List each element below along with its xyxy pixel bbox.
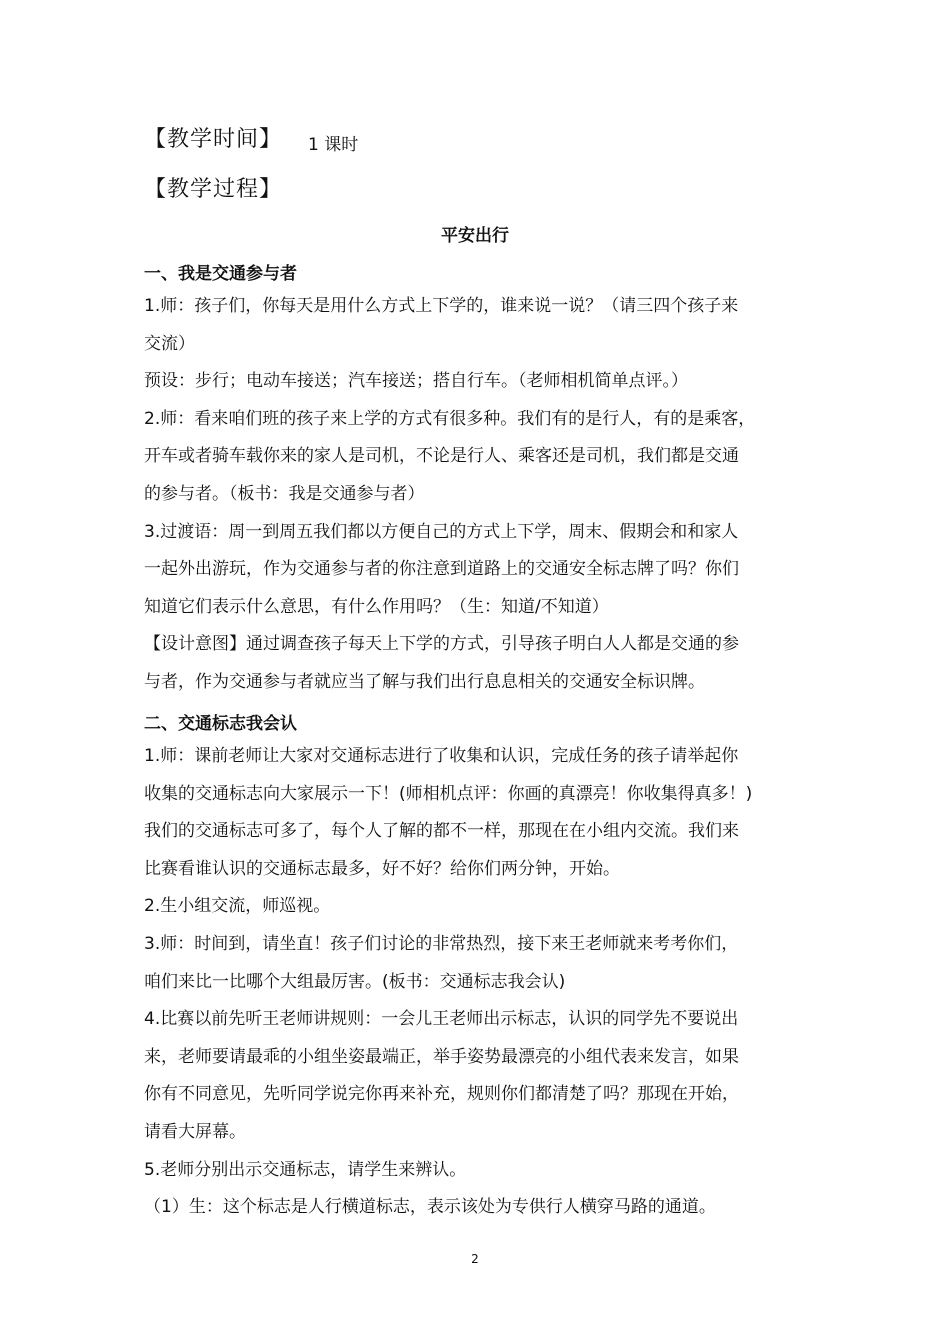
section-body-2 [144, 738, 810, 1227]
paragraph-line: 知道它们表示什么意思，有什么作用吗？（生：知道/不知道） [144, 596, 609, 617]
paragraph-line: 咱们来比一比哪个大组最厉害。(板书：交通标志我会认) [144, 971, 566, 992]
section-heading-1: 一、我是交通参与者 [144, 264, 297, 284]
paragraph-line: 来，老师要请最乖的小组坐姿最端正，举手姿势最漂亮的小组代表来发言，如果 [144, 1046, 739, 1067]
paragraph-line: 【设计意图】通过调查孩子每天上下学的方式，引导孩子明白人人都是交通的参 [144, 634, 739, 655]
paragraph-line: 一起外出游玩，作为交通参与者的你注意到道路上的交通安全标志牌了吗？你们 [144, 559, 739, 580]
section-heading-2: 二、交通标志我会认 [144, 714, 297, 734]
lesson-title: 平安出行 [441, 226, 509, 246]
paragraph-line: 交流） [144, 333, 195, 354]
paragraph-line: 开车或者骑车载你来的家人是司机，不论是行人、乘客还是司机，我们都是交通 [144, 446, 739, 467]
paragraph-line: 的参与者。（板书：我是交通参与者） [144, 483, 425, 504]
paragraph-line: 你有不同意见，先听同学说完你再来补充，规则你们都清楚了吗？那现在开始， [144, 1084, 739, 1105]
paragraph-line: 我们的交通标志可多了，每个人了解的都不一样，那现在在小组内交流。我们来 [144, 821, 739, 842]
paragraph-line: 3.过渡语：周一到周五我们都以方便自己的方式上下学，周末、假期会和和家人 [144, 521, 739, 542]
paragraph-line: 与者，作为交通参与者就应当了解与我们出行息息相关的交通安全标识牌。 [144, 671, 705, 692]
teaching-time-label: 【教学时间】 [144, 127, 283, 152]
paragraph-line: 请看大屏幕。 [144, 1121, 246, 1142]
paragraph-line: 预设：步行；电动车接送；汽车接送；搭自行车。（老师相机简单点评。） [144, 371, 688, 392]
paragraph-line: 5.老师分别出示交通标志，请学生来辨认。 [144, 1159, 467, 1180]
paragraph-line: 比赛看谁认识的交通标志最多，好不好？给你们两分钟，开始。 [144, 858, 620, 879]
paragraph-line: 3.师：时间到，请坐直！孩子们讨论的非常热烈，接下来王老师就来考考你们， [144, 933, 739, 954]
paragraph-line: （1）生：这个标志是人行横道标志，表示该处为专供行人横穿马路的通道。 [144, 1197, 716, 1218]
section-body-1 [144, 288, 810, 702]
paragraph-line: 1.师：课前老师让大家对交通标志进行了收集和认识，完成任务的孩子请举起你 [144, 746, 739, 766]
paragraph-line: 1.师：孩子们，你每天是用什么方式上下学的，谁来说一说？（请三四个孩子来 [144, 296, 739, 316]
paragraph-line: 4.比赛以前先听王老师讲规则：一会儿王老师出示标志，认识的同学先不要说出 [144, 1009, 739, 1030]
paragraph-line: 2.师：看来咱们班的孩子来上学的方式有很多种。我们有的是行人，有的是乘客， [144, 408, 756, 429]
paragraph-line: 2.生小组交流，师巡视。 [144, 896, 331, 917]
teaching-time-value: 1 课时 [308, 135, 359, 155]
page-number: 2 [471, 1252, 479, 1266]
paragraph-line: 收集的交通标志向大家展示一下！(师相机点评：你画的真漂亮！你收集得真多！) [144, 783, 753, 804]
teaching-process-label: 【教学过程】 [144, 177, 283, 202]
